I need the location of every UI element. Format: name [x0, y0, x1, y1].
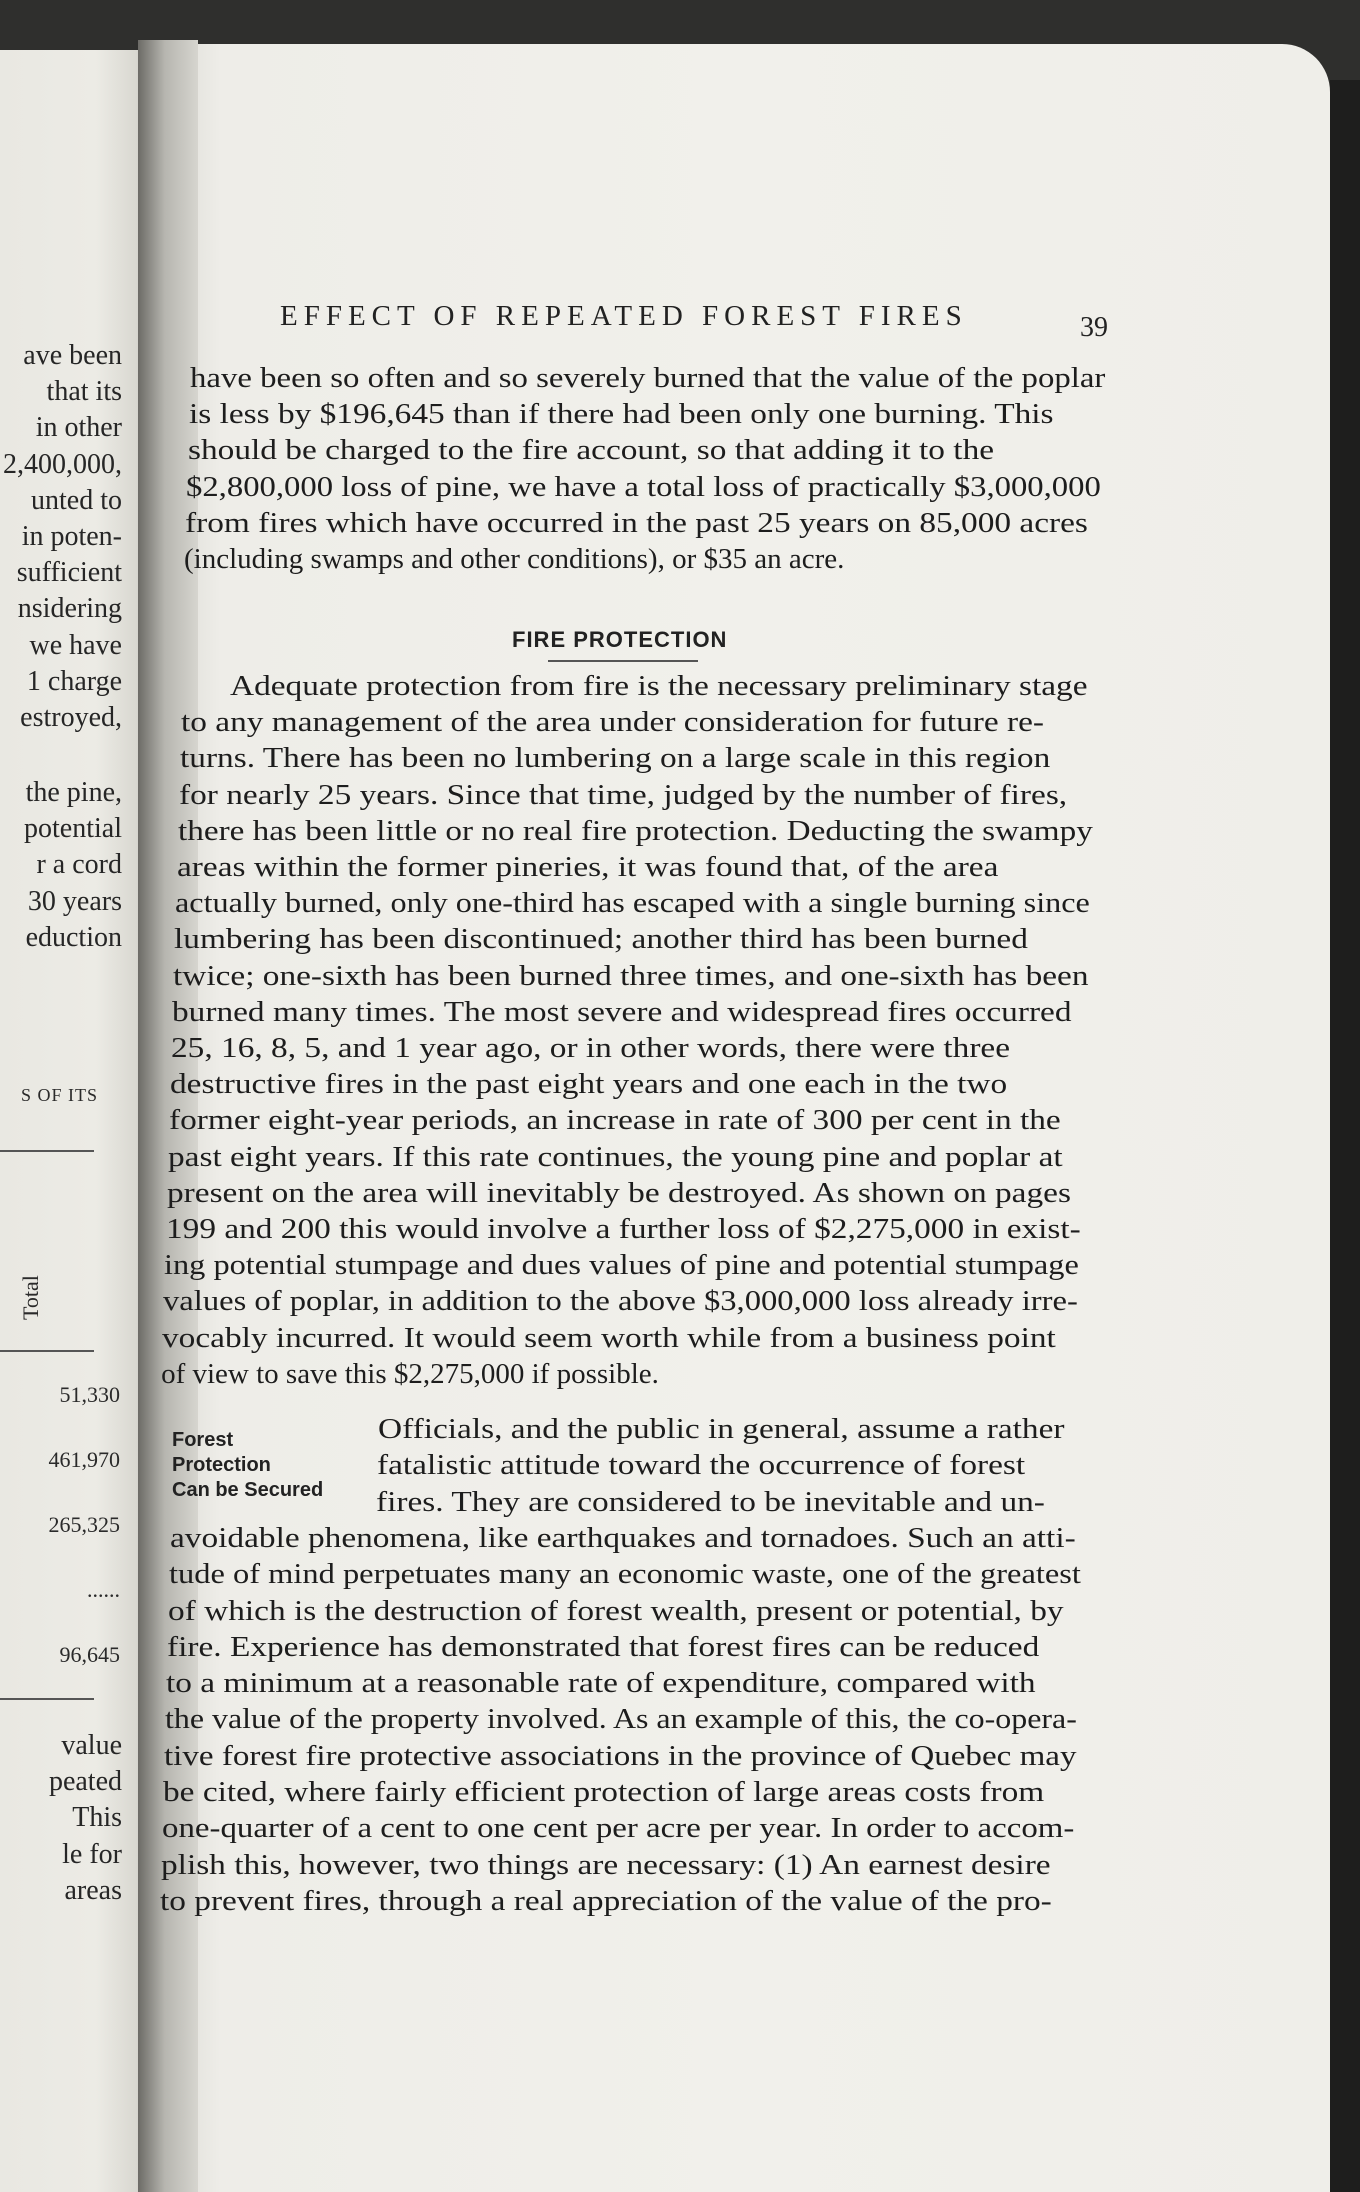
- text-line: fatalistic attitude toward the occurrence of forest: [376, 1449, 1025, 1482]
- previous-page-caption: S OF ITS: [20, 1085, 98, 1105]
- previous-page-line: sufficient: [16, 557, 122, 589]
- running-head: EFFECT OF REPEATED FOREST FIRES: [280, 300, 968, 332]
- text-line: to a minimum at a reasonable rate of expenditure, compared with: [166, 1667, 1036, 1700]
- previous-page-strip: [0, 50, 160, 2192]
- text-line: lumbering has been discontinued; another third has been burned: [174, 923, 1029, 956]
- previous-page-table-value: 96,645: [59, 1642, 120, 1667]
- previous-page-line: potential: [24, 813, 122, 845]
- previous-page-line: This: [72, 1802, 122, 1834]
- previous-page-line: the pine,: [25, 777, 122, 808]
- text-line: past eight years. If this rate continues, the young pine and poplar at: [167, 1140, 1063, 1173]
- text-line: of view to save this $2,275,000 if possible.: [161, 1357, 659, 1390]
- section-heading-underline: [548, 660, 698, 662]
- text-line: turns. There has been no lumbering on a large scale in this region: [179, 742, 1051, 775]
- text-line: destructive fires in the past eight years and one each in the two: [169, 1068, 1008, 1101]
- text-line: $2,800,000 loss of pine, we have a total loss of practically $3,000,000: [186, 470, 1102, 503]
- text-line: tive forest fire protective associations in the province of Quebec may: [164, 1739, 1077, 1772]
- text-line: values of poplar, in addition to the above $3,000,000 loss already irre-: [163, 1285, 1079, 1318]
- text-line: fires. They are considered to be inevitable and un-: [375, 1485, 1045, 1518]
- text-line: areas within the former pineries, it was found that, of the area: [176, 851, 998, 883]
- previous-page-line: in poten-: [21, 521, 122, 552]
- text-line: burned many times. The most severe and widespread fires occurred: [172, 995, 1072, 1028]
- previous-page-line: value: [61, 1730, 122, 1761]
- previous-page-table-rule: [0, 1150, 94, 1152]
- previous-page-line: nsidering: [17, 593, 122, 625]
- text-line: 199 and 200 this would involve a further loss of $2,275,000 in exist-: [165, 1213, 1081, 1245]
- text-line: of which is the destruction of forest wealth, present or potential, by: [168, 1594, 1064, 1627]
- previous-page-table-value: ......: [87, 1577, 120, 1602]
- text-line: ing potential stumpage and dues values of pine and potential stumpage: [164, 1249, 1080, 1282]
- previous-page-table-rule: [0, 1350, 94, 1352]
- previous-page-table-value: 51,330: [59, 1382, 120, 1407]
- text-line: avoidable phenomena, like earthquakes and tornadoes. Such an atti-: [170, 1521, 1076, 1554]
- previous-page-line: in other: [35, 412, 122, 444]
- margin-note-line: Can be Secured: [172, 1479, 324, 1501]
- text-line: vocably incurred. It would seem worth while from a business point: [162, 1321, 1056, 1354]
- previous-page-line: le for: [62, 1838, 122, 1870]
- text-line: former eight-year periods, an increase in rate of 300 per cent in the: [168, 1104, 1061, 1137]
- margin-note: [172, 1428, 323, 1503]
- text-line: plish this, however, two things are necessary: (1) An earnest desire: [161, 1848, 1051, 1881]
- text-line: Adequate protection from fire is the necessary preliminary stage: [230, 670, 1088, 702]
- previous-page-line: 2,400,000,: [3, 448, 122, 480]
- text-line: fire. Experience has demonstrated that forest fires can be reduced: [167, 1630, 1040, 1663]
- previous-page-table-value: 265,325: [48, 1512, 120, 1537]
- previous-page-line: areas: [64, 1874, 122, 1906]
- text-line: actually burned, only one-third has escaped with a single burning since: [175, 887, 1091, 920]
- text-line: present on the area will inevitably be destroyed. As shown on pages: [166, 1176, 1071, 1209]
- text-line: have been so often and so severely burned that the value of the poplar: [190, 362, 1106, 394]
- previous-page-table-header: Total: [18, 1275, 43, 1320]
- text-line: for nearly 25 years. Since that time, judged by the number of fires,: [178, 778, 1067, 811]
- previous-page-line: 1 charge: [26, 665, 122, 697]
- previous-page-line: that its: [46, 376, 122, 408]
- previous-page-line: we have: [29, 629, 122, 661]
- previous-page-line: unted to: [31, 484, 122, 516]
- text-line: twice; one-sixth has been burned three times, and one-sixth has been: [173, 959, 1089, 992]
- margin-note-line: Protection: [172, 1454, 271, 1476]
- page-number: 39: [1080, 312, 1108, 343]
- text-line: to prevent fires, through a real appreciation of the value of the pro-: [160, 1884, 1052, 1917]
- page-edge: [1330, 80, 1360, 2192]
- text-line: Officials, and the public in general, assume a rather: [378, 1413, 1065, 1445]
- previous-page-line: 30 years: [27, 885, 122, 917]
- text-line: to any management of the area under consideration for future re-: [180, 706, 1044, 739]
- previous-page-table-value: 461,970: [48, 1447, 120, 1472]
- section-heading: FIRE PROTECTION: [512, 627, 728, 652]
- previous-page-line: eduction: [25, 921, 122, 953]
- text-line: from fires which have occurred in the past 25 years on 85,000 acres: [185, 506, 1089, 539]
- previous-page-line: r a cord: [36, 849, 122, 881]
- text-line: (including swamps and other conditions), or $35 an acre.: [184, 543, 845, 575]
- text-line: one-quarter of a cent to one cent per acre per year. In order to accom-: [162, 1812, 1075, 1845]
- previous-page-line: estroyed,: [20, 702, 122, 733]
- previous-page-line: ave been: [23, 340, 122, 371]
- text-line: tude of mind perpetuates many an economic waste, one of the greatest: [169, 1558, 1081, 1591]
- margin-note-line: Forest: [172, 1429, 234, 1451]
- previous-page-line: peated: [48, 1766, 122, 1798]
- previous-page-table-rule: [0, 1698, 94, 1700]
- text-line: 25, 16, 8, 5, and 1 year ago, or in other words, there were three: [171, 1032, 1011, 1064]
- text-line: the value of the property involved. As an example of this, the co-opera-: [165, 1703, 1077, 1736]
- text-line: should be charged to the fire account, so that adding it to the: [187, 434, 994, 467]
- text-line: there has been little or no real fire protection. Deducting the swampy: [177, 814, 1093, 847]
- text-line: be cited, where fairly efficient protection of large areas costs from: [163, 1776, 1045, 1808]
- text-line: is less by $196,645 than if there had been only one burning. This: [188, 398, 1054, 431]
